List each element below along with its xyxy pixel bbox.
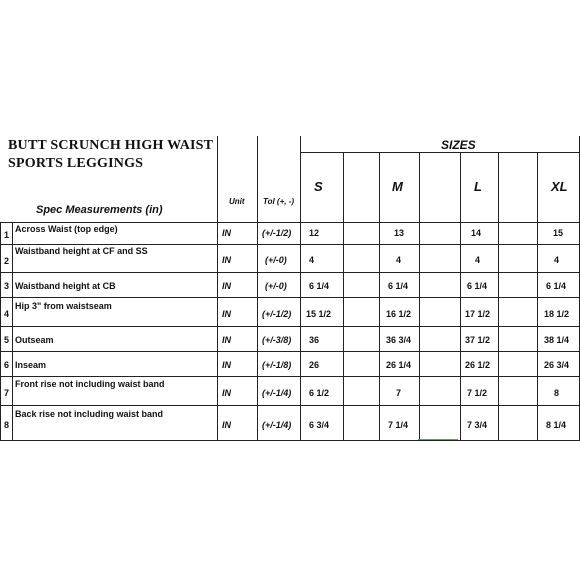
value-m: 26 1/4 bbox=[386, 360, 412, 370]
row-name: Across Waist (top edge) bbox=[15, 224, 118, 234]
row-unit: IN bbox=[222, 420, 231, 430]
value-xl: 8 bbox=[554, 388, 560, 398]
row-tolerance: (+/-1/4) bbox=[262, 420, 292, 430]
row-number: 2 bbox=[4, 256, 10, 266]
row-number: 5 bbox=[4, 335, 10, 345]
row-name: Outseam bbox=[15, 335, 54, 345]
value-l: 7 3/4 bbox=[467, 420, 488, 430]
row-number: 7 bbox=[4, 388, 10, 398]
row-tolerance: (+/-3/8) bbox=[262, 335, 292, 345]
row-tolerance: (+/-1/2) bbox=[262, 228, 292, 238]
grid-line bbox=[0, 326, 580, 327]
grid-line bbox=[0, 351, 580, 352]
spec-heading: Spec Measurements (in) bbox=[36, 204, 163, 216]
value-m: 7 bbox=[396, 388, 402, 398]
row-number: 6 bbox=[4, 360, 10, 370]
grid-line bbox=[0, 272, 580, 273]
row-unit: IN bbox=[222, 228, 231, 238]
value-m: 7 1/4 bbox=[388, 420, 409, 430]
row-name: Back rise not including waist band bbox=[15, 409, 164, 419]
value-xl: 4 bbox=[554, 255, 560, 265]
row-number: 4 bbox=[4, 309, 10, 319]
green-underline bbox=[418, 439, 458, 440]
value-l: 14 bbox=[471, 228, 482, 238]
row-unit: IN bbox=[222, 360, 231, 370]
row-tolerance: (+/-0) bbox=[265, 281, 287, 291]
row-tolerance: (+/-1/4) bbox=[262, 388, 292, 398]
grid-line bbox=[12, 222, 13, 441]
row-tolerance: (+/-1/2) bbox=[262, 309, 292, 319]
row-unit: IN bbox=[222, 309, 231, 319]
value-l: 37 1/2 bbox=[465, 335, 491, 345]
grid-line bbox=[300, 136, 301, 441]
value-l: 26 1/2 bbox=[465, 360, 491, 370]
size-header-s: S bbox=[314, 179, 323, 194]
grid-line bbox=[0, 244, 580, 245]
value-m: 6 1/4 bbox=[388, 281, 409, 291]
value-m: 16 1/2 bbox=[386, 309, 412, 319]
title-line-1: BUTT SCRUNCH HIGH WAIST bbox=[8, 138, 214, 153]
row-unit: IN bbox=[222, 335, 231, 345]
value-xl: 6 1/4 bbox=[546, 281, 567, 291]
grid-line bbox=[257, 136, 258, 441]
size-header-xl: XL bbox=[551, 179, 568, 194]
size-header-m: M bbox=[392, 179, 403, 194]
value-s: 36 bbox=[309, 335, 320, 345]
value-l: 6 1/4 bbox=[467, 281, 488, 291]
value-l: 7 1/2 bbox=[467, 388, 488, 398]
row-number: 3 bbox=[4, 281, 10, 291]
value-s: 6 1/4 bbox=[309, 281, 330, 291]
value-s: 4 bbox=[309, 255, 315, 265]
value-l: 17 1/2 bbox=[465, 309, 491, 319]
unit-column-header: Unit bbox=[229, 197, 245, 206]
row-number: 1 bbox=[4, 230, 10, 240]
title-line-2: SPORTS LEGGINGS bbox=[8, 156, 144, 171]
value-xl: 15 bbox=[553, 228, 564, 238]
value-xl: 38 1/4 bbox=[544, 335, 570, 345]
row-unit: IN bbox=[222, 281, 231, 291]
row-name: Waistband height at CB bbox=[15, 281, 116, 291]
row-number: 8 bbox=[4, 420, 10, 430]
sizes-caption: SIZES bbox=[441, 138, 476, 152]
row-name: Waistband height at CF and SS bbox=[15, 246, 148, 256]
value-m: 36 3/4 bbox=[386, 335, 412, 345]
grid-line bbox=[0, 376, 580, 377]
value-xl: 18 1/2 bbox=[544, 309, 570, 319]
row-name: Inseam bbox=[15, 360, 47, 370]
value-s: 12 bbox=[309, 228, 320, 238]
value-xl: 26 3/4 bbox=[544, 360, 570, 370]
grid-line bbox=[217, 136, 218, 441]
grid-line bbox=[0, 222, 580, 223]
value-xl: 8 1/4 bbox=[546, 420, 567, 430]
value-m: 4 bbox=[396, 255, 402, 265]
row-name: Hip 3" from waistseam bbox=[15, 301, 112, 311]
value-s: 15 1/2 bbox=[306, 309, 332, 319]
value-l: 4 bbox=[475, 255, 481, 265]
value-s: 6 1/2 bbox=[309, 388, 330, 398]
row-unit: IN bbox=[222, 255, 231, 265]
row-tolerance: (+/-0) bbox=[265, 255, 287, 265]
value-s: 26 bbox=[309, 360, 320, 370]
tolerance-column-header: Tol (+, -) bbox=[263, 197, 295, 206]
grid-line bbox=[0, 297, 580, 298]
size-header-l: L bbox=[474, 179, 482, 194]
grid-line bbox=[0, 222, 1, 441]
value-s: 6 3/4 bbox=[309, 420, 330, 430]
grid-line bbox=[0, 440, 580, 441]
row-name: Front rise not including waist band bbox=[15, 379, 165, 389]
row-unit: IN bbox=[222, 388, 231, 398]
value-m: 13 bbox=[394, 228, 405, 238]
row-tolerance: (+/-1/8) bbox=[262, 360, 292, 370]
grid-line bbox=[0, 405, 580, 406]
grid-line bbox=[300, 152, 580, 153]
